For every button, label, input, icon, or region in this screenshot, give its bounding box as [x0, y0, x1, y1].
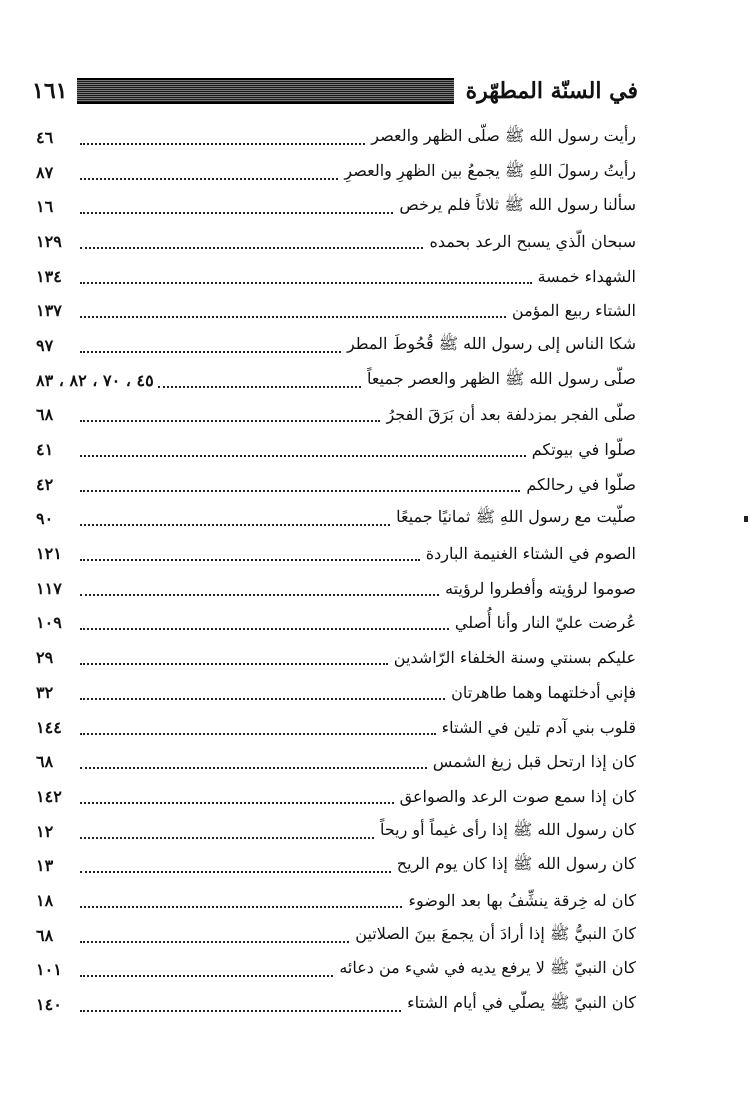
entry-text: سبحان الّذي يسبح الرعد بحمده — [429, 231, 636, 251]
entry-page: ١٢١ — [36, 544, 62, 564]
entry-page: ٤٢ — [36, 474, 54, 494]
leader-dots — [80, 489, 520, 492]
index-entry — [36, 536, 636, 571]
leader-dots — [80, 211, 393, 214]
entry-text: سألنا رسول الله ﷺ ثلاثاً فلم يرخص — [399, 195, 636, 215]
entry-text: كانَ النبيُّ ﷺ إذا أرادَ أن يجمعَ بينَ الصلاتين — [355, 923, 636, 943]
index-entry — [36, 710, 636, 745]
entry-page: ٩٧ — [36, 335, 54, 355]
entry-page: ٦٨ — [36, 752, 54, 772]
entry-text: صلّوا في بيوتكم — [531, 440, 636, 460]
index-entry — [36, 398, 636, 433]
entry-text: صلّيت مع رسول اللهِ ﷺ ثمانيًا جميعًا — [396, 507, 636, 527]
index-entry — [36, 155, 636, 190]
entry-page: ١٤٢ — [36, 786, 62, 806]
entry-text: صلّى رسول الله ﷺ الظهر والعصر جميعاً — [367, 368, 636, 388]
entry-text: الشهداء خمسة — [537, 266, 636, 286]
leader-dots — [80, 801, 394, 804]
leader-dots — [80, 870, 391, 873]
index-entry — [36, 987, 636, 1022]
entry-text: فإني أدخلتهما وهما طاهرتان — [451, 682, 636, 702]
index-entry — [36, 259, 636, 294]
entry-text: شكا الناس إلى رسول الله ﷺ قُحُوطَ المطر — [346, 333, 636, 353]
index-entry — [36, 675, 636, 710]
entry-page: ١١٧ — [36, 578, 62, 598]
entry-text: صلّى الفجر بمزدلفة بعد أن بَرَقَ الفجرُ — [386, 405, 636, 425]
leader-dots — [80, 558, 420, 561]
index-entry — [36, 779, 636, 814]
leader-dots — [80, 350, 341, 353]
entry-page: ٦٨ — [36, 925, 54, 945]
leader-dots — [80, 523, 390, 526]
index-entry — [36, 848, 636, 883]
entry-text: كان رسول الله ﷺ إذا كان يوم الريح — [396, 854, 636, 874]
leader-dots — [80, 697, 445, 700]
entry-text: قلوب بني آدم تلين في الشتاء — [441, 717, 636, 737]
entry-page: ١٢٩ — [36, 231, 62, 251]
index-entry — [36, 120, 636, 155]
page-number: ١٦١ — [32, 78, 68, 104]
entry-text: الشتاء ربيع المؤمن — [511, 301, 636, 321]
entry-page: ١٣٤ — [36, 266, 62, 286]
leader-dots — [80, 246, 423, 249]
hadith-index-list — [36, 120, 636, 1022]
index-entry — [36, 502, 636, 537]
entry-text: كان النبيّ ﷺ يصلّي في أيام الشتاء — [407, 993, 636, 1013]
index-entry — [36, 189, 636, 224]
leader-dots — [80, 1009, 401, 1012]
index-entry — [36, 606, 636, 641]
leader-dots — [80, 974, 333, 977]
index-entry — [36, 640, 636, 675]
leader-dots — [80, 593, 439, 596]
leader-dots — [80, 940, 349, 943]
leader-dots — [80, 836, 374, 839]
entry-page: ١٣٧ — [36, 301, 62, 321]
page-header — [32, 70, 638, 112]
leader-dots — [80, 732, 436, 735]
leader-dots — [80, 281, 532, 284]
leader-dots — [80, 905, 402, 908]
entry-page: ٤١ — [36, 440, 54, 460]
entry-page: ٢٩ — [36, 648, 54, 668]
entry-text: رأيتُ رسولَ اللهِ ﷺ يجمعُ بين الظهرِ والعصرِ — [344, 160, 636, 180]
entry-text: كان إذا ارتحل قبل زيغ الشمس — [432, 752, 636, 772]
entry-page: ١٠١ — [36, 960, 62, 980]
entry-page: ١٣ — [36, 856, 54, 876]
index-entry — [36, 744, 636, 779]
index-entry — [36, 467, 636, 502]
entry-page: ١٤٠ — [36, 995, 62, 1015]
entry-page: ٣٢ — [36, 682, 54, 702]
header-rule — [77, 78, 453, 104]
leader-dots — [80, 315, 506, 318]
scan-edge-mark — [744, 516, 748, 522]
leader-dots — [80, 419, 380, 422]
index-entry — [36, 363, 636, 398]
entry-text: صوموا لرؤيته وأفطروا لرؤيته — [445, 578, 636, 598]
leader-dots — [80, 662, 388, 665]
index-entry — [36, 328, 636, 363]
running-title: في السنّة المطهّرة — [465, 78, 638, 104]
entry-page: ٨٧ — [36, 162, 54, 182]
index-entry — [36, 293, 636, 328]
entry-page: ١٦ — [36, 197, 54, 217]
index-entry — [36, 571, 636, 606]
entry-text: صلّوا في رحالكم — [526, 474, 636, 494]
index-entry — [36, 883, 636, 918]
entry-text: كان رسول الله ﷺ إذا رأى غيماً أو ريحاً — [379, 819, 636, 839]
index-entry — [36, 953, 636, 988]
index-entry — [36, 814, 636, 849]
entry-page: ٦٨ — [36, 405, 54, 425]
leader-dots — [158, 385, 361, 388]
entry-text: عليكم بسنتي وسنة الخلفاء الرّاشدين — [393, 648, 636, 668]
entry-text: عُرضت عليّ النار وأنا أُصلي — [454, 613, 636, 633]
leader-dots — [80, 627, 449, 630]
entry-text: كان إذا سمع صوت الرعد والصواعق — [399, 786, 636, 806]
entry-page: ١٤٤ — [36, 717, 62, 737]
entry-text: كان له خِرقة ينشِّفُ بها بعد الوضوء — [408, 890, 636, 910]
index-entry — [36, 918, 636, 953]
entry-page: ٤٥ ، ٧٠ ، ٨٢ ، ٨٣ — [36, 370, 154, 390]
leader-dots — [80, 177, 338, 180]
entry-page: ٤٦ — [36, 127, 54, 147]
entry-page: ١٠٩ — [36, 613, 62, 633]
entry-page: ١٨ — [36, 890, 54, 910]
leader-dots — [80, 142, 365, 145]
entry-page: ١٢ — [36, 821, 54, 841]
leader-dots — [80, 454, 526, 457]
index-entry — [36, 224, 636, 259]
entry-text: الصوم في الشتاء الغنيمة الباردة — [425, 544, 636, 564]
leader-dots — [80, 766, 427, 769]
entry-text: كان النبيّ ﷺ لا يرفع يديه في شيء من دعائه — [339, 958, 636, 978]
index-entry — [36, 432, 636, 467]
entry-text: رأيت رسول الله ﷺ صلّى الظهر والعصر — [371, 125, 636, 145]
entry-page: ٩٠ — [36, 509, 54, 529]
